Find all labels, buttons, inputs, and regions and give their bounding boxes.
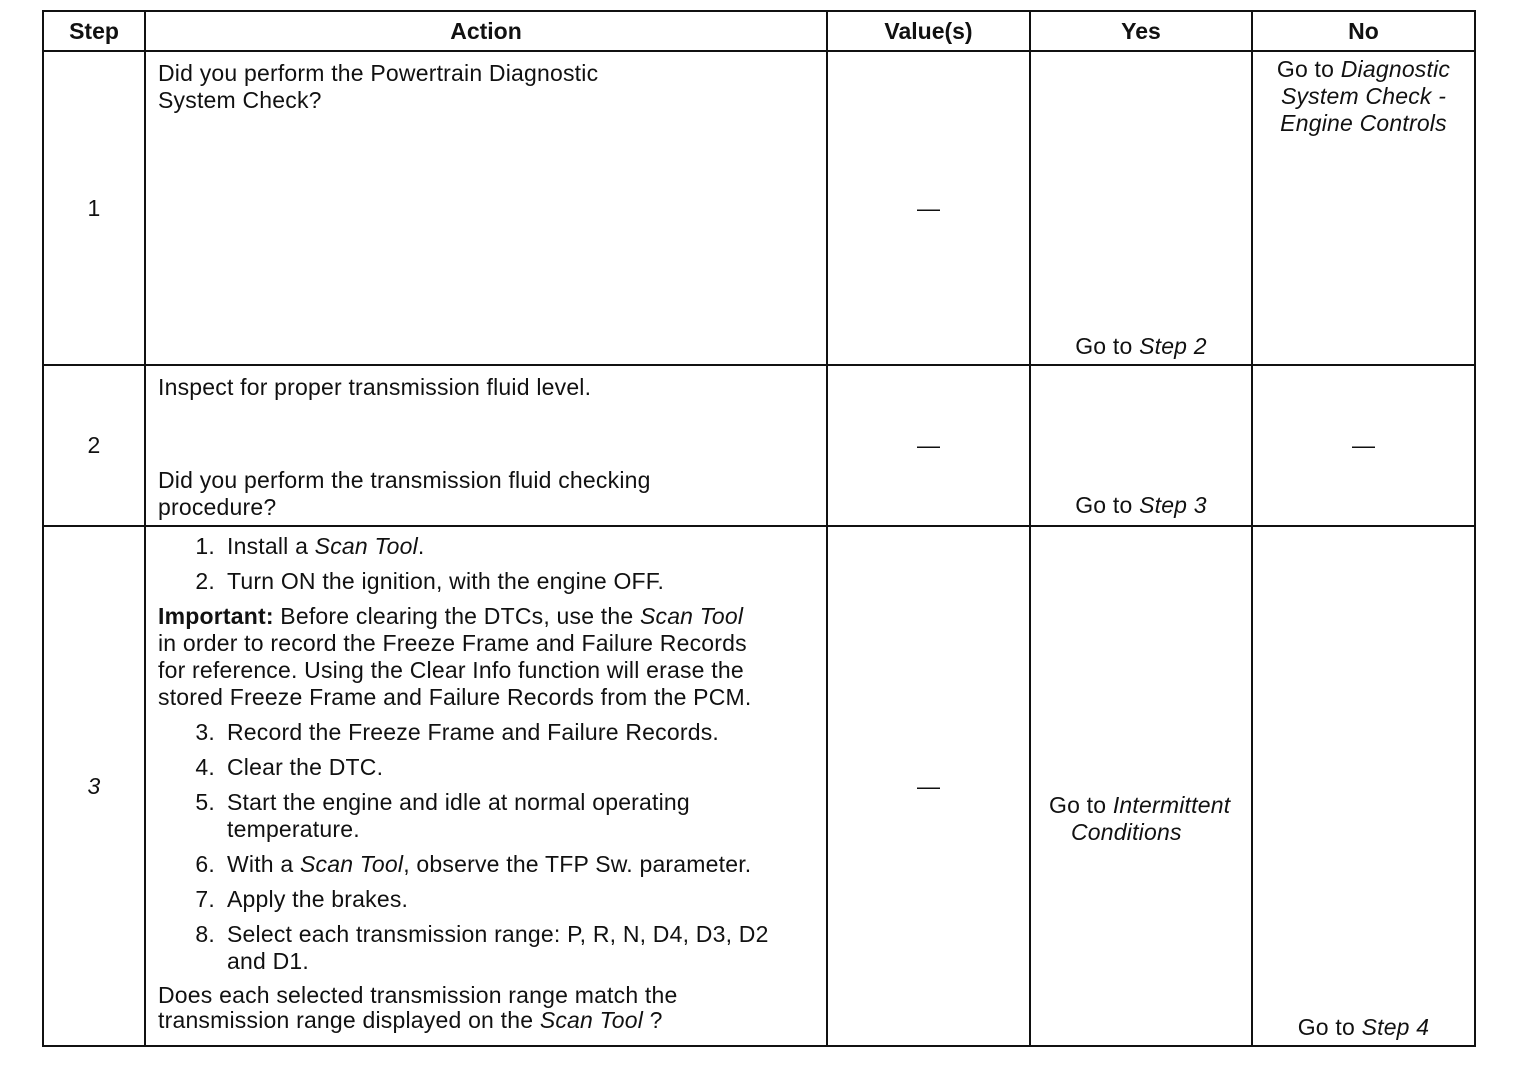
header-row [43, 11, 1475, 51]
header-no: No [1252, 11, 1475, 51]
step-number: 3 [43, 526, 145, 1046]
list-item: 8. Select each transmission range: P, R, N, D4, D3, D2 and D1. [195, 921, 769, 974]
diagnostic-table [42, 10, 1476, 1047]
value-cell: — [827, 526, 1030, 1046]
list-item: 7. Apply the brakes. [195, 886, 409, 912]
list-item: 5. Start the engine and idle at normal operating temperature. [195, 789, 690, 842]
list-item: 4. Clear the DTC. [195, 754, 384, 780]
list-item: 6. With a Scan Tool, observe the TFP Sw. parameter. [195, 851, 752, 877]
action-question: procedure? [158, 494, 277, 520]
action-question: Does each selected transmission range match the transmission range displayed on the Scan Tool ? [158, 982, 678, 1033]
step-number: 2 [43, 365, 145, 526]
table-row [43, 526, 1475, 1046]
no-goto[interactable]: Go to Step 4 [1297, 1014, 1430, 1040]
action-question: Did you perform the transmission fluid checking [158, 467, 651, 493]
action-text: Did you perform the Powertrain Diagnostic [158, 60, 599, 86]
table-row [43, 365, 1475, 526]
list-item: 2. Turn ON the ignition, with the engine OFF. [195, 568, 665, 594]
header-values: Value(s) [827, 11, 1030, 51]
value-cell: — [827, 51, 1030, 365]
step-number: 1 [43, 51, 145, 365]
action-cell [145, 526, 827, 1046]
step-link[interactable]: Step 2 [1139, 333, 1207, 359]
header-yes: Yes [1030, 11, 1252, 51]
header-step: Step [43, 11, 145, 51]
important-note: Important: Before clearing the DTCs, use the Scan Tool in order to record the Freeze Frame and Failure Records for reference. Using the Clear Info function will erase the stored Freeze Frame and Failure Records from the PCM. [158, 603, 752, 710]
value-cell: — [827, 365, 1030, 526]
step-link[interactable]: Step 4 [1361, 1014, 1430, 1040]
procedure-list [158, 719, 814, 975]
action-text: Inspect for proper transmission fluid level. [158, 374, 592, 400]
yes-goto[interactable]: Go to Step 2 [1075, 333, 1207, 359]
list-item: 1. Install a Scan Tool. [195, 533, 425, 559]
yes-cell [1030, 365, 1252, 526]
yes-cell [1030, 526, 1252, 1046]
action-cell [145, 365, 827, 526]
action-text: System Check? [158, 87, 322, 113]
step-link[interactable]: Step 3 [1139, 492, 1207, 518]
no-cell [1252, 526, 1475, 1046]
table-row [43, 51, 1475, 365]
no-goto[interactable]: Go to Diagnostic System Check - Engine Controls [1276, 56, 1451, 136]
yes-cell [1030, 51, 1252, 365]
action-cell [145, 51, 827, 365]
no-cell: — [1252, 365, 1475, 526]
procedure-list [158, 533, 814, 595]
no-cell [1252, 51, 1475, 365]
list-item: 3. Record the Freeze Frame and Failure Records. [195, 719, 720, 745]
yes-goto[interactable]: Go to Intermittent Conditions [1049, 792, 1231, 845]
header-action: Action [145, 11, 827, 51]
yes-goto[interactable]: Go to Step 3 [1075, 492, 1207, 518]
